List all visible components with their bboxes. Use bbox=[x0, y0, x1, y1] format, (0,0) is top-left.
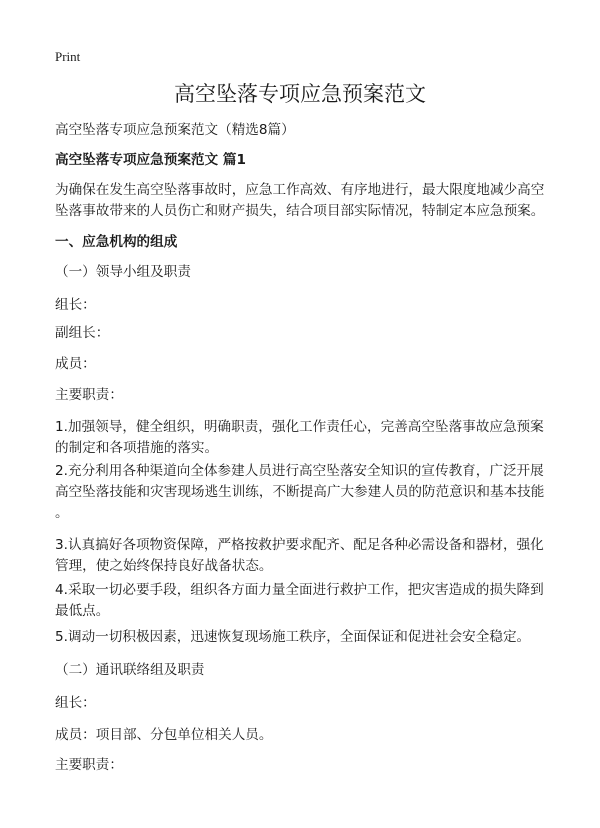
group1-heading: （一）领导小组及职责 bbox=[55, 264, 191, 280]
duty-item bbox=[55, 580, 544, 622]
text-line: 4.采取一切必要手段，组织各方面力量全面进行救护工作，把灾害造成的损失降到 bbox=[55, 582, 544, 598]
group2-members: 成员：项目部、分包单位相关人员。 bbox=[55, 727, 273, 743]
intro-paragraph bbox=[55, 180, 544, 222]
document-title: 高空坠落专项应急预案范文 bbox=[174, 82, 426, 106]
group1-leader: 组长： bbox=[55, 297, 96, 313]
duty-item bbox=[55, 535, 544, 577]
chapter-heading: 高空坠落专项应急预案范文 篇1 bbox=[55, 152, 246, 168]
text-line: 最低点。 bbox=[55, 603, 110, 619]
text-line: 为确保在发生高空坠落事故时，应急工作高效、有序地进行，最大限度地减少高空 bbox=[55, 182, 545, 198]
subtitle: 高空坠落专项应急预案范文（精选8篇） bbox=[55, 122, 295, 138]
text-line: 1.加强领导，健全组织，明确职责，强化工作责任心，完善高空坠落事故应急预案 bbox=[55, 419, 544, 435]
duty-item bbox=[55, 627, 530, 648]
text-line: 3.认真搞好各项物资保障，严格按救护要求配齐、配足各种必需设备和器材，强化 bbox=[55, 537, 544, 553]
section-heading: 一、应急机构的组成 bbox=[55, 234, 178, 250]
group1-vice-leader: 副组长： bbox=[55, 325, 110, 341]
group2-duties-label: 主要职责： bbox=[55, 757, 123, 773]
text-line: 5.调动一切积极因素，迅速恢复现场施工秩序，全面保证和促进社会安全稳定。 bbox=[55, 629, 531, 645]
text-line: 的制定和各项措施的落实。 bbox=[55, 440, 219, 456]
group1-duties-label: 主要职责： bbox=[55, 387, 123, 403]
text-line: 2.充分利用各种渠道向全体参建人员进行高空坠落安全知识的宣传教育，广泛开展 bbox=[55, 463, 544, 479]
text-line: 管理，使之始终保持良好战备状态。 bbox=[55, 558, 273, 574]
duty-item bbox=[55, 417, 544, 459]
group2-leader: 组长： bbox=[55, 695, 96, 711]
print-label: Print bbox=[55, 49, 81, 64]
group1-members: 成员： bbox=[55, 356, 96, 372]
group2-heading: （二）通讯联络组及职责 bbox=[55, 662, 205, 678]
duty-item bbox=[55, 461, 544, 524]
text-line: 坠落事故带来的人员伤亡和财产损失，结合项目部实际情况，特制定本应急预案。 bbox=[55, 203, 545, 219]
text-line: 。 bbox=[55, 505, 69, 521]
text-line: 高空坠落技能和灾害现场逃生训练，不断提高广大参建人员的防范意识和基本技能 bbox=[55, 484, 545, 500]
